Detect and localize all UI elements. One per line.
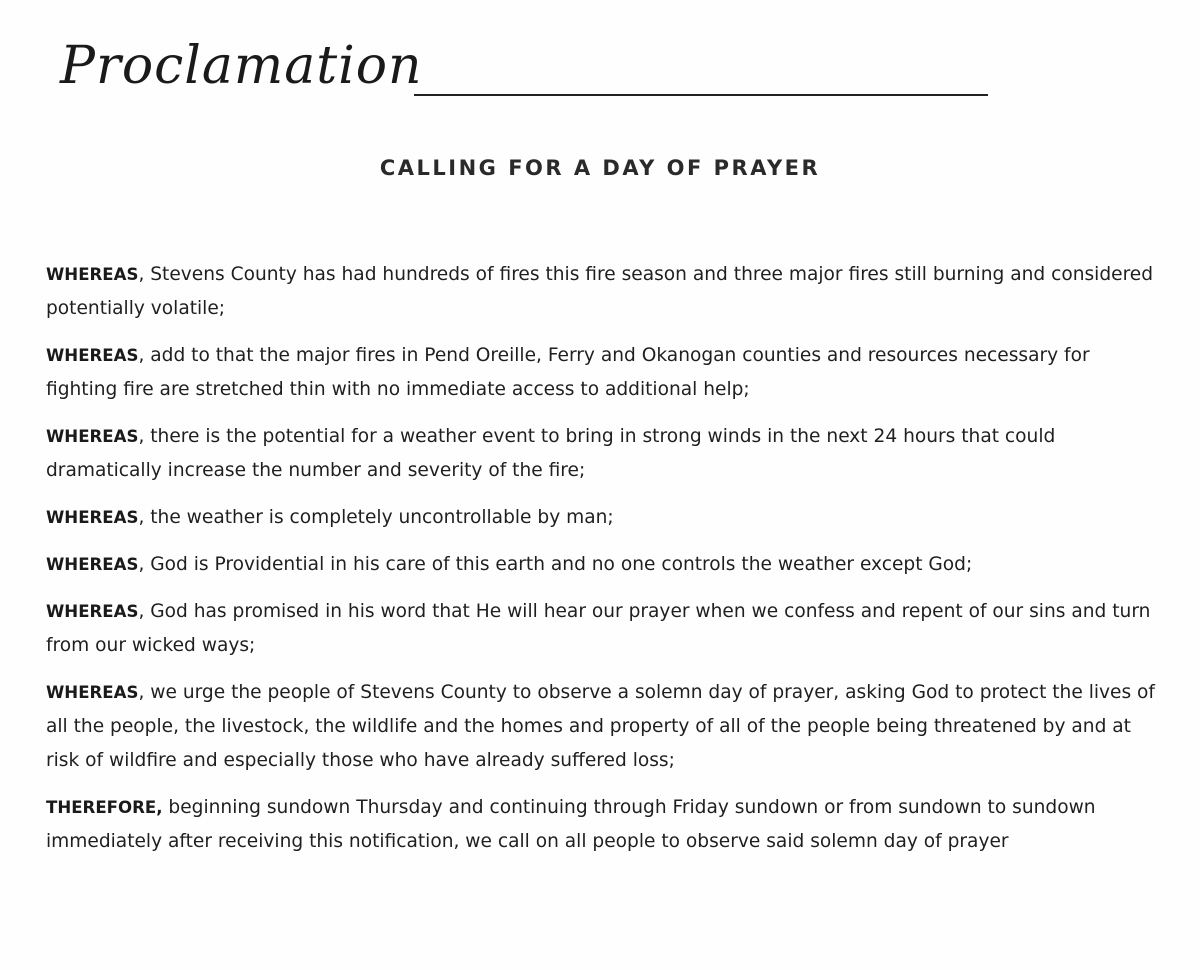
clause-keyword: WHEREAS bbox=[46, 346, 139, 365]
clause-keyword: WHEREAS bbox=[46, 427, 139, 446]
clause-text: , God is Providential in his care of this earth and no one controls the weather except God; bbox=[138, 554, 973, 575]
clause-keyword: WHEREAS bbox=[46, 265, 139, 284]
clause-text: , Stevens County has had hundreds of fires this fire season and three major fires still burning and considered potentially volatile; bbox=[46, 264, 1154, 319]
clause-keyword: WHEREAS bbox=[46, 508, 139, 527]
clause-keyword: WHEREAS bbox=[46, 683, 139, 702]
clause-text: , there is the potential for a weather event to bring in strong winds in the next 24 hours that could dramatically increase the number and severity of the fire; bbox=[46, 426, 1056, 481]
clause-keyword: THEREFORE, bbox=[46, 798, 163, 817]
clause-paragraph bbox=[46, 420, 1166, 488]
heading-row bbox=[60, 26, 1000, 106]
clause-text: , we urge the people of Stevens County to observe a solemn day of prayer, asking God to protect the lives of all the people, the livestock, the wildlife and the homes and property of all of the people being threatened by and at risk of wildfire and especially those who have already suffered loss; bbox=[46, 682, 1155, 771]
clause-paragraph bbox=[46, 676, 1166, 778]
clause-text: , the weather is completely uncontrollable by man; bbox=[138, 507, 614, 528]
proclamation-title: Proclamation bbox=[60, 36, 423, 96]
clause-paragraph bbox=[46, 501, 1166, 535]
clause-paragraph bbox=[46, 258, 1166, 326]
signature-blank-line bbox=[414, 94, 988, 96]
clause-paragraph bbox=[46, 339, 1166, 407]
clause-text: beginning sundown Thursday and continuing through Friday sundown or from sundown to sundown immediately after receiving this notification, we call on all people to observe said solemn day of prayer bbox=[46, 797, 1096, 852]
clause-list bbox=[46, 258, 1166, 872]
document-subtitle: CALLING FOR A DAY OF PRAYER bbox=[379, 156, 821, 180]
clause-text: , add to that the major fires in Pend Oreille, Ferry and Okanogan counties and resources necessary for fighting fire are stretched thin with no immediate access to additional help; bbox=[46, 345, 1090, 400]
clause-text: , God has promised in his word that He will hear our prayer when we confess and repent of our sins and turn from our wicked ways; bbox=[46, 601, 1151, 656]
clause-paragraph bbox=[46, 595, 1166, 663]
clause-keyword: WHEREAS bbox=[46, 555, 139, 574]
clause-paragraph bbox=[46, 548, 1166, 582]
clause-keyword: WHEREAS bbox=[46, 602, 139, 621]
clause-paragraph bbox=[46, 791, 1166, 859]
